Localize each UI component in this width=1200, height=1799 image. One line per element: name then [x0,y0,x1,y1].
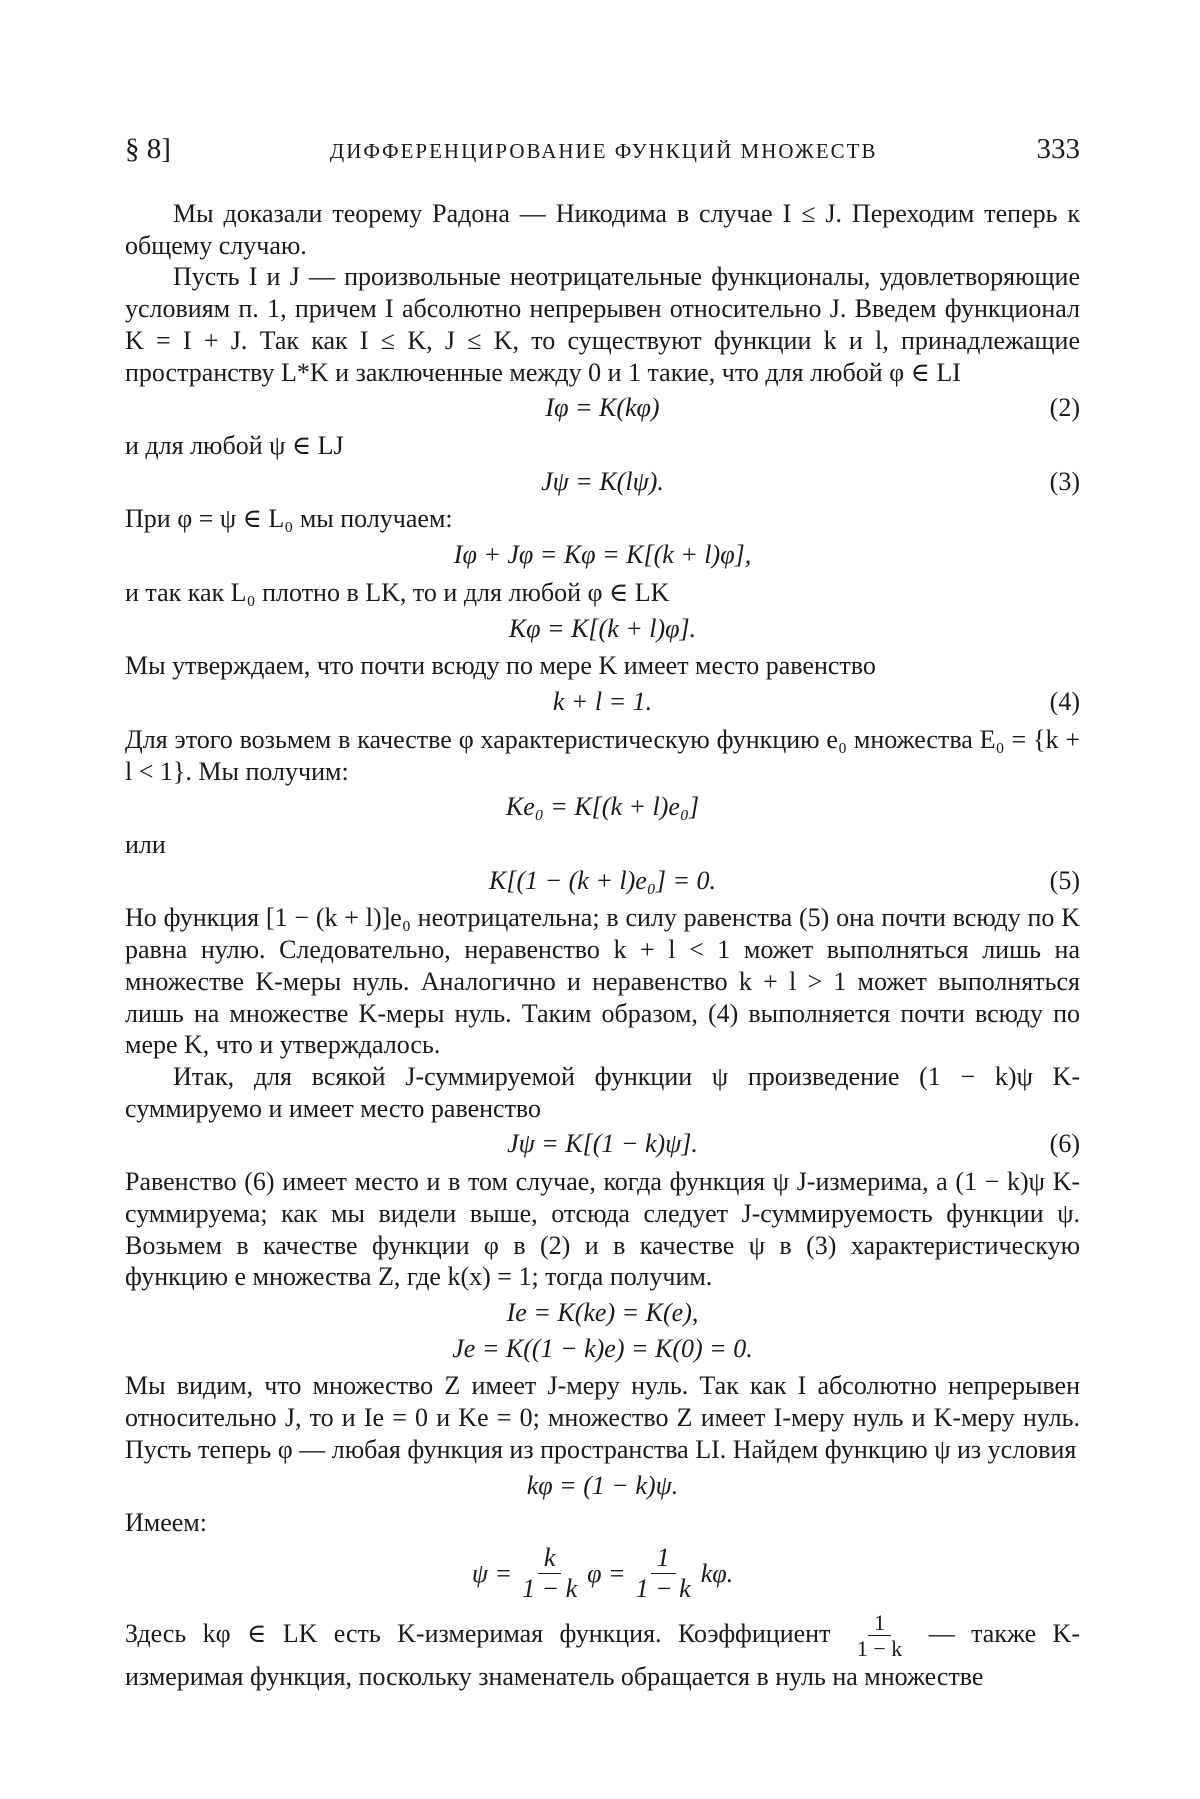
equation-4 [125,686,1080,718]
equation-psi-end: kφ. [700,1558,734,1588]
fraction-numerator: k [538,1543,562,1574]
equation-2-formula: Iφ = K(kφ) [545,393,660,423]
equation-je [125,1333,1080,1365]
equation-k-formula: Kφ = K[(k + l)φ]. [508,613,697,643]
equation-psi-mid: φ = [587,1558,626,1588]
equation-5-formula: K[(1 − (k + l)e₀] = 0. [488,865,717,895]
equation-2-number: (2) [1049,393,1080,423]
paragraph-9: Равенство (6) имеет место и в том случае, когда функция ψ J-измерима, а (1 − k)ψ K-суммируема; как мы видели выше, отсюда следует J-суммируемость функции ψ. Возьмем в качестве функции φ в (2) и в качестве ψ в (3) характеристическую функцию e множества Z, где k(x) = 1; тогда получим. [125,1167,1080,1292]
equation-5-number: (5) [1049,865,1080,895]
equation-5 [125,865,1080,897]
fraction-denominator: 1 − k [522,1573,578,1603]
fraction-denominator: 1 − k [856,1636,903,1662]
equation-je-formula: Je = K((1 − k)e) = K(0) = 0. [452,1333,753,1363]
running-header [125,132,1080,167]
paragraph-10: Мы видим, что множество Z имеет J-меру нуль. Так как I абсолютно непрерывен относительно J, то и Ie = 0 и Ke = 0; множество Z имеет I-меру нуль и K-меру нуль. Пусть теперь φ — любая функция из пространства LI. Найдем функцию ψ из условия [125,1371,1080,1464]
paragraph-8: Итак, для всякой J-суммируемой функции ψ произведение (1 − k)ψ K-суммируемо и имеет место равенство [125,1061,1080,1123]
equation-4-number: (4) [1049,687,1080,717]
equation-6-formula: Jψ = K[(1 − k)ψ]. [507,1129,698,1159]
paragraph-5: Мы утверждаем, что почти всюду по мере K имеет место равенство [125,651,876,681]
equation-ie [125,1297,1080,1329]
fraction-numerator: 1 [868,1610,891,1636]
equation-6 [125,1128,1080,1160]
equation-3-number: (3) [1049,466,1080,496]
inline-fraction [851,1610,908,1662]
equation-kphi [125,1470,1080,1502]
equation-ke0 [125,791,1080,823]
section-number: § 8] [125,133,171,165]
paragraph-6: Для этого возьмем в качестве φ характеристическую функцию e₀ множества E₀ = {k + l < 1}. Мы получим: [125,724,1080,786]
equation-k [125,613,1080,645]
equation-psi [125,1543,1080,1604]
fraction-numerator: 1 [651,1543,676,1574]
fraction-k-over-1-minus-k [516,1543,583,1604]
running-title: ДИФФЕРЕНЦИРОВАНИЕ ФУНКЦИЙ МНОЖЕСТВ [329,139,878,163]
lead-or: или [125,829,166,859]
equation-kphi-formula: kφ = (1 − k)ψ. [526,1470,679,1500]
equation-ie-formula: Ie = K(ke) = K(e), [506,1298,699,1327]
paragraph-11 [125,1610,1080,1693]
paragraph-7: Но функция [1 − (k + l)]e₀ неотрицательна; в силу равенства (5) она почти всюду по K равна нулю. Следовательно, неравенство k + l < 1 может выполняться лишь на множестве K-меры нуль. Аналогично и неравенство k + l > 1 может выполняться лишь на множестве K-меры нуль. Таким образом, (4) выполняется почти всюду по мере K, что и утверждалось. [125,903,1080,1060]
equation-sum-formula: Iφ + Jφ = Kφ = K[(k + l)φ], [453,540,752,570]
fraction-denominator: 1 − k [635,1573,691,1603]
page-body [125,198,1080,1693]
paragraph-1: Мы доказали теорему Радона — Никодима в случае I ≤ J. Переходим теперь к общему случаю. [125,199,1080,260]
page-number: 333 [1036,133,1080,165]
fraction-1-over-1-minus-k [630,1543,697,1604]
paragraph-11-part-a: Здесь kφ ∈ LK есть K-измеримая функция. Коэффициент [125,1618,831,1648]
lead-sum-equation: При φ = ψ ∈ L₀ мы получаем: [125,504,453,534]
paragraph-2: Пусть I и J — произвольные неотрицательные функционалы, удовлетворяющие условиям п. 1, причем I абсолютно непрерывен относительно J. Введем функционал K = I + J. Так как I ≤ K, J ≤ K, то существуют функции k и l, принадлежащие пространству L*K и заключенные между 0 и 1 такие, что для любой φ ∈ LI [125,262,1080,387]
equation-3-formula: Jψ = K(lψ). [541,466,664,496]
lead-imeem: Имеем: [125,1508,207,1538]
equation-sum [125,539,1080,571]
paragraph-11-part-b: — также K-измеримая функция, поскольку знаменатель обращается в нуль на множестве [125,1618,1080,1692]
equation-2 [125,392,1080,424]
equation-psi-lhs: ψ = [471,1558,513,1588]
paragraph-4: и так как L₀ плотно в LK, то и для любой φ ∈ LK [125,577,670,607]
equation-3 [125,466,1080,498]
equation-4-formula: k + l = 1. [552,687,653,717]
equation-ke0-formula: Ke₀ = K[(k + l)e₀] [505,792,700,822]
equation-6-number: (6) [1049,1129,1080,1159]
lead-equation-3: и для любой ψ ∈ LJ [125,431,344,461]
